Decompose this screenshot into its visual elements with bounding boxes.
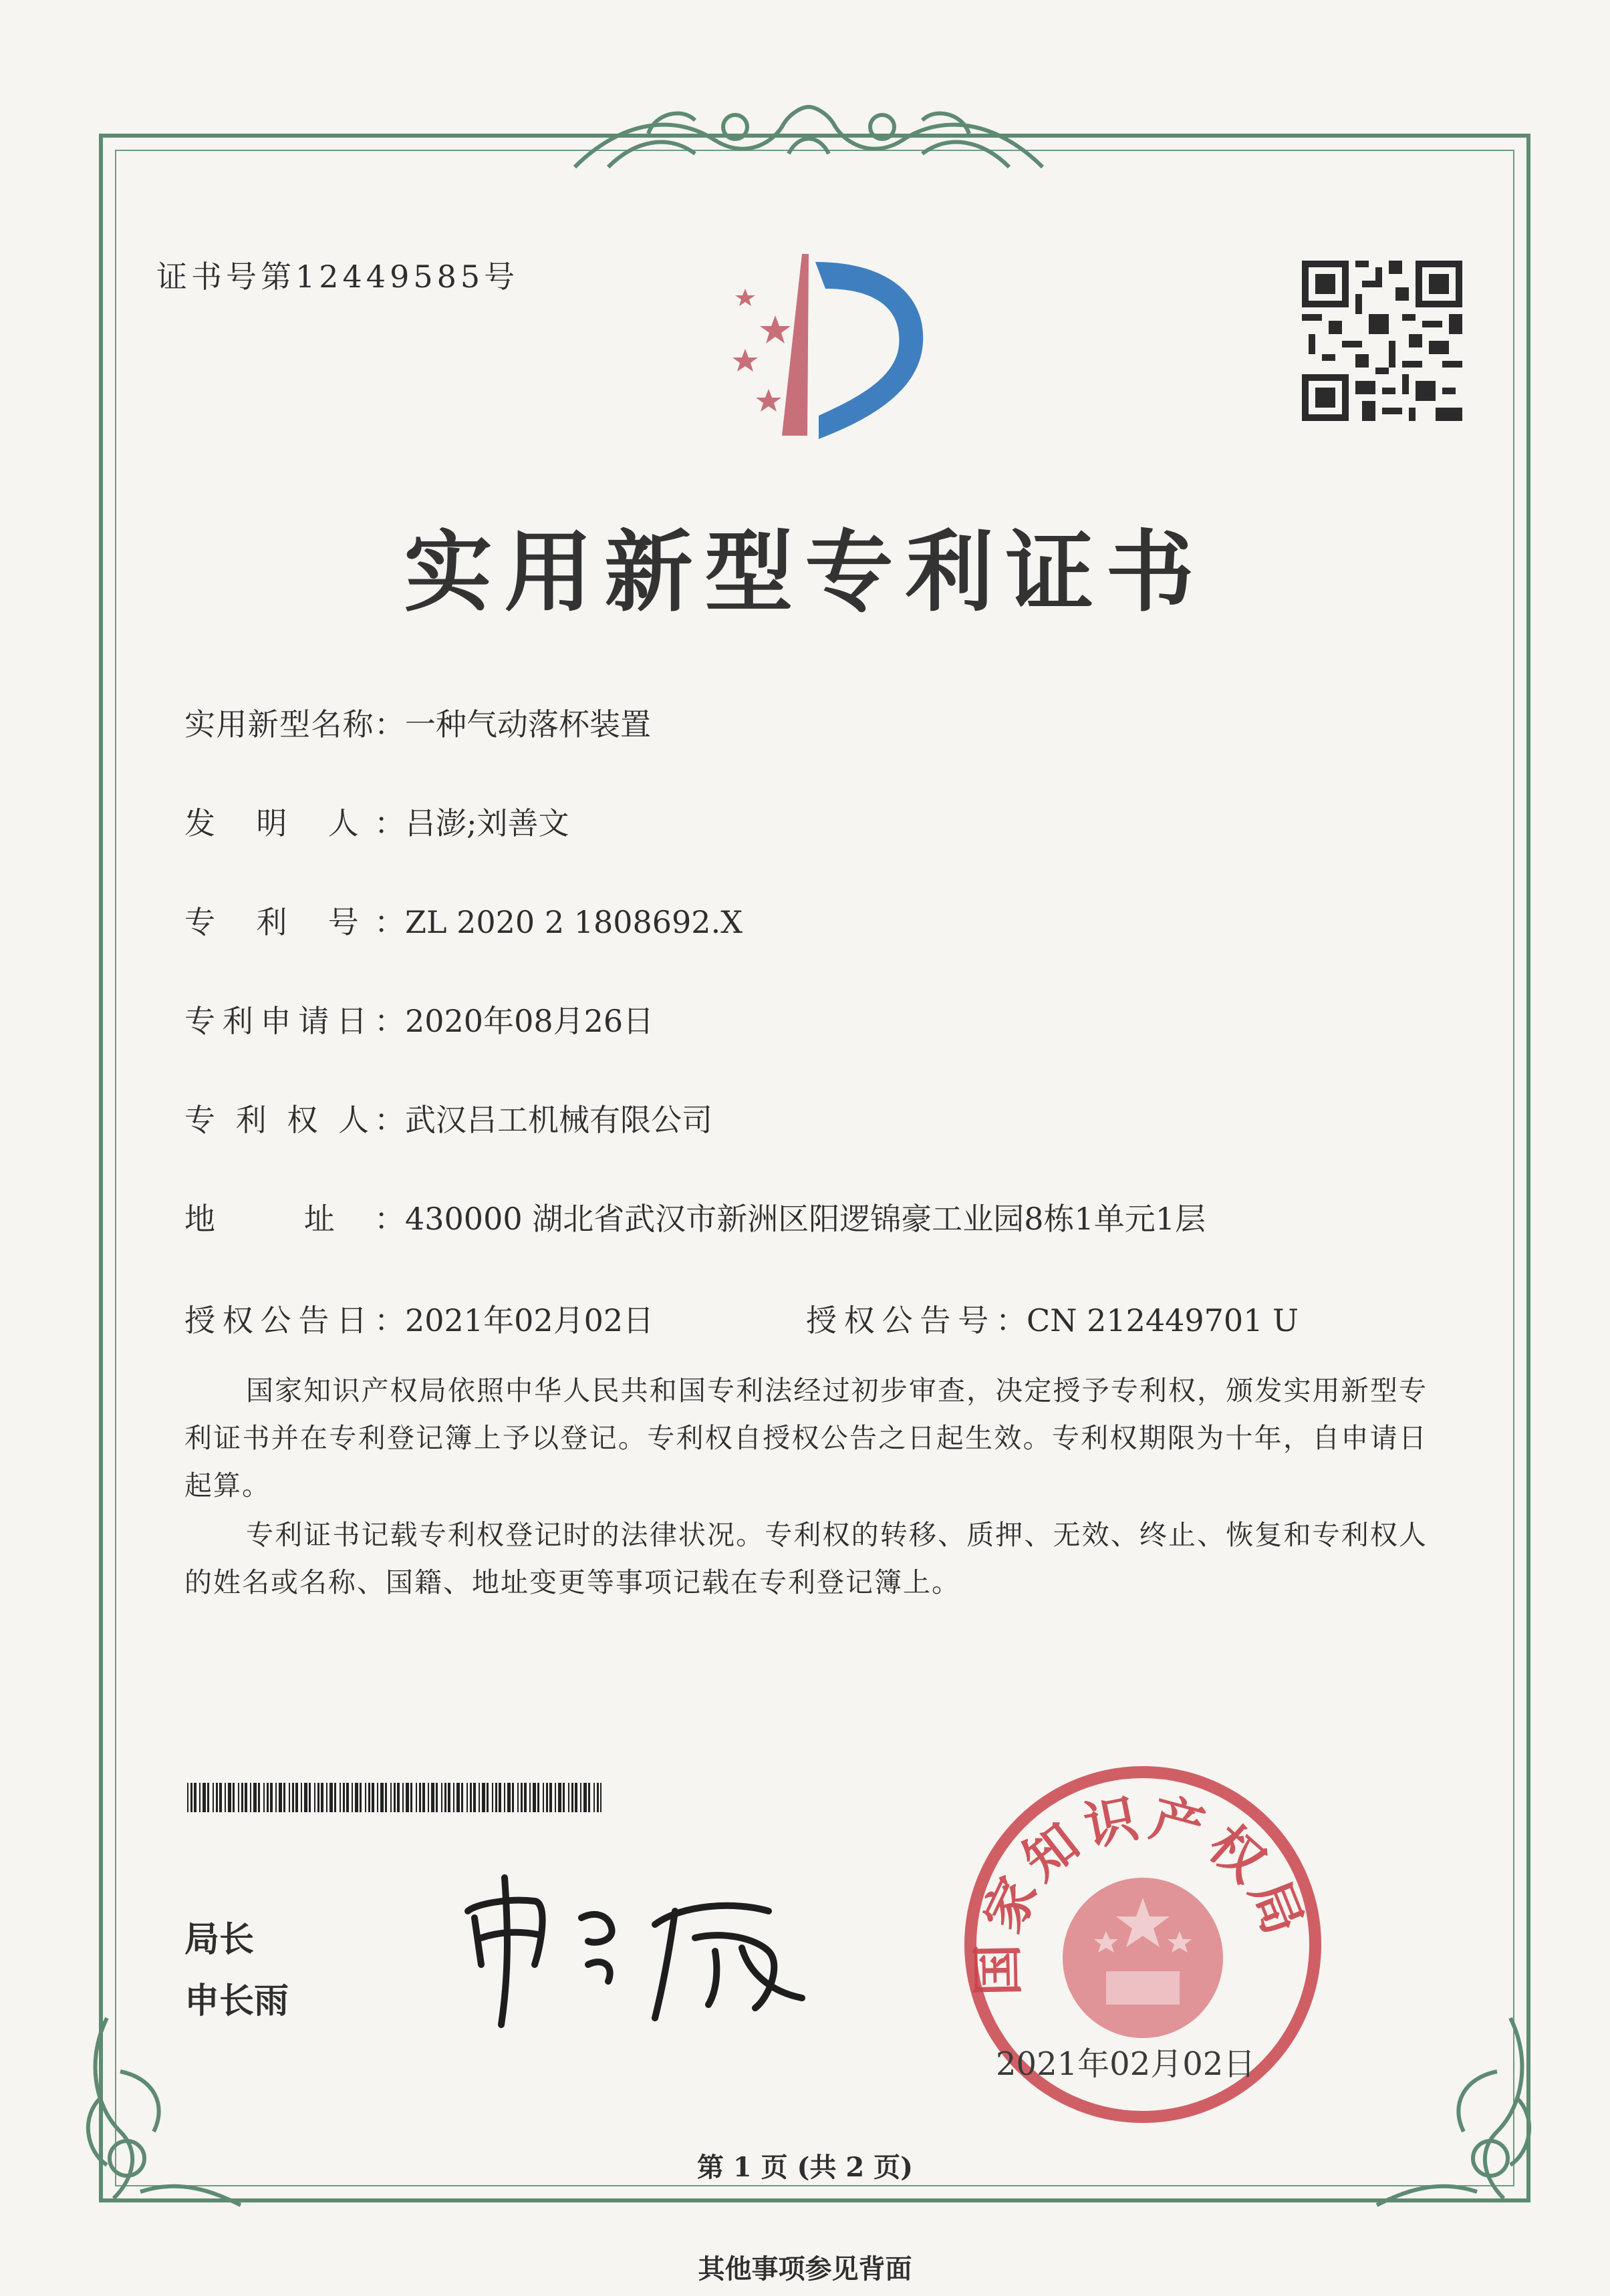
director-title: 局长 [184,1920,255,1960]
field-value: 吕澎;刘善文 [405,805,569,841]
barcode-icon [187,1783,601,1812]
field-value: 2020年08月26日 [405,1003,654,1039]
field-grant-date [184,1296,654,1340]
field-label: 专 利 号： [184,904,405,940]
field-label: 实用新型名称： [184,706,405,742]
page-number: 第 1 页 (共 2 页) [696,2152,914,2183]
patent-office-emblem-icon [682,249,936,442]
page-title: 实用新型专利证书 [404,521,1206,624]
qr-code-icon [1302,261,1462,421]
field-patent-number [184,898,743,942]
field-inventor [184,799,569,843]
field-value: 一种气动落杯装置 [405,706,651,742]
field-value: 430000 湖北省武汉市新洲区阳逻锦豪工业园8栋1单元1层 [405,1201,1206,1237]
director-signature-icon [454,1864,829,2038]
field-label: 专利申请日： [184,1003,405,1039]
field-label: 地 址： [184,1201,405,1237]
bottom-right-ornament-icon [1363,2005,1537,2218]
footer-note: 其他事项参见背面 [698,2253,912,2285]
certificate-number: 证书号第12449585号 [156,259,519,295]
field-grant-number [806,1296,1299,1340]
director-name: 申长雨 [184,1981,289,2021]
seal-date: 2021年02月02日 [996,2045,1256,2083]
field-value: 武汉吕工机械有限公司 [405,1102,712,1138]
field-utility-model-name [184,700,651,744]
field-address [184,1195,1206,1239]
field-patentee [184,1096,712,1140]
field-label: 专 利 权 人： [184,1102,405,1138]
grant-statement-paragraph: 国家知识产权局依照中华人民共和国专利法经过初步审查，决定授予专利权，颁发实用新型专利证书并在专利登记簿上予以登记。专利权自授权公告之日起生效。专利权期限为十年，自申请日起算。 [184,1375,1428,1501]
field-value: CN 212449701 U [1027,1302,1299,1338]
bottom-left-ornament-icon [80,2005,254,2218]
field-label: 授权公告号： [806,1302,1027,1338]
legal-status-paragraph: 专利证书记载专利权登记时的法律状况。专利权的转移、质押、无效、终止、恢复和专利权人的姓名或名称、国籍、地址变更等事项记载在专利登记簿上。 [184,1519,1428,1598]
seal-text: 国家知识产权局 [967,1786,1317,1997]
field-label: 发 明 人： [184,805,405,841]
field-value: ZL 2020 2 1808692.X [405,904,743,940]
field-label: 授权公告日： [184,1302,405,1338]
field-value: 2021年02月02日 [405,1302,654,1338]
top-ornament-icon [568,94,1049,180]
field-application-date [184,997,654,1041]
